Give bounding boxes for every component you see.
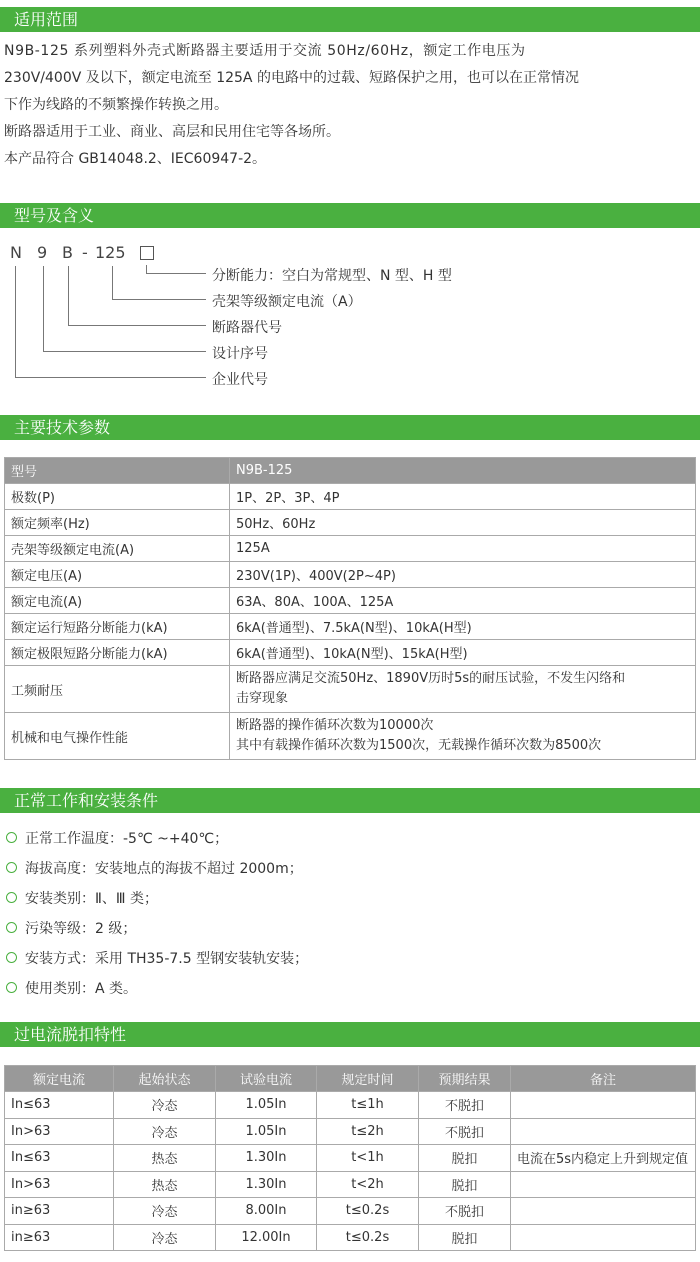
table-row (5, 614, 696, 640)
table-cell: 6kA(普通型)、10kA(N型)、15kA(H型) (230, 640, 696, 666)
table-cell: t≤1h (317, 1092, 419, 1119)
table-cell: 脱扣 (419, 1224, 511, 1251)
table-cell: 冷态 (114, 1118, 216, 1145)
table-header-cell: 型号 (5, 458, 230, 484)
table-row (5, 1171, 696, 1198)
list-item (6, 948, 308, 968)
table-row (5, 666, 696, 713)
model-code-char: 9 (37, 243, 48, 262)
table-cell: 冷态 (114, 1092, 216, 1119)
table-cell: t≤0.2s (317, 1224, 419, 1251)
table-row (5, 510, 696, 536)
table-row (5, 588, 696, 614)
table-row (5, 1145, 696, 1172)
table-cell: 8.00In (216, 1198, 317, 1225)
table-cell: In>63 (5, 1118, 114, 1145)
model-code-char: - (82, 243, 88, 262)
table-cell (511, 1118, 696, 1145)
list-item (6, 828, 228, 848)
list-item (6, 918, 136, 938)
table-cell: t<2h (317, 1171, 419, 1198)
table-cell: 12.00In (216, 1224, 317, 1251)
section-title: 过电流脱扣特性 (14, 1025, 127, 1044)
table-cell (511, 1224, 696, 1251)
connector-line (43, 266, 44, 351)
table-cell: 热态 (114, 1171, 216, 1198)
table-row (5, 1224, 696, 1251)
table-row (5, 713, 696, 760)
params-table (4, 457, 696, 760)
table-cell: in≥63 (5, 1198, 114, 1225)
scope-line: 230V/400V 及以下，额定电流至 125A 的电路中的过载、短路保护之用，也可以在正常情况 (4, 70, 579, 86)
circle-bullet-icon (6, 862, 17, 873)
table-row (5, 484, 696, 510)
table-header-cell: 规定时间 (317, 1066, 419, 1092)
table-cell: 50Hz、60Hz (230, 510, 696, 536)
table-cell: 壳架等级额定电流(A) (5, 536, 230, 562)
section-header-scope (0, 7, 700, 32)
connector-line (43, 351, 206, 352)
scope-line: 下作为线路的不频繁操作转换之用。 (4, 97, 228, 113)
table-cell: 脱扣 (419, 1145, 511, 1172)
list-item-text: 安装类别：Ⅱ、Ⅲ 类； (25, 891, 158, 907)
list-item-text: 正常工作温度：-5℃ ~+40℃； (25, 831, 229, 847)
model-code-char: N (10, 243, 22, 262)
list-item-text: 使用类别：A 类。 (25, 981, 138, 997)
table-header-cell: N9B-125 (230, 458, 696, 484)
table-cell: 极数(P) (5, 484, 230, 510)
table-cell: 热态 (114, 1145, 216, 1172)
table-cell: t<1h (317, 1145, 419, 1172)
table-header-cell: 试验电流 (216, 1066, 317, 1092)
model-meaning-item: 壳架等级额定电流（A） (212, 294, 362, 310)
table-cell: 额定极限短路分断能力(kA) (5, 640, 230, 666)
connector-line (68, 325, 206, 326)
table-cell: 不脱扣 (419, 1092, 511, 1119)
table-cell (230, 713, 696, 760)
list-item (6, 858, 303, 878)
table-cell (511, 1171, 696, 1198)
list-item (6, 888, 158, 908)
table-cell: In>63 (5, 1171, 114, 1198)
table-row (5, 536, 696, 562)
table-cell (511, 1198, 696, 1225)
table-cell: 冷态 (114, 1198, 216, 1225)
blank-box-icon (140, 246, 154, 260)
connector-line (15, 377, 206, 378)
list-item-text: 安装方式：采用 TH35-7.5 型钢安装轨安装； (25, 951, 309, 967)
table-row (5, 1118, 696, 1145)
table-cell: 125A (230, 536, 696, 562)
section-title: 适用范围 (14, 10, 79, 29)
connector-line (112, 266, 113, 299)
scope-line: 断路器适用于工业、商业、高层和民用住宅等各场所。 (4, 124, 340, 140)
cell-line: 其中有载操作循环次数为1500次，无载操作循环次数为8500次 (236, 738, 602, 753)
circle-bullet-icon (6, 922, 17, 933)
table-header-cell: 备注 (511, 1066, 696, 1092)
table-cell: 额定电流(A) (5, 588, 230, 614)
table-cell (230, 666, 696, 713)
scope-line: N9B-125 系列塑料外壳式断路器主要适用于交流 50Hz/60Hz，额定工作电压为 (4, 43, 526, 59)
circle-bullet-icon (6, 892, 17, 903)
connector-line (15, 266, 16, 377)
circle-bullet-icon (6, 952, 17, 963)
section-title: 主要技术参数 (14, 418, 111, 437)
scope-paragraph (4, 38, 696, 173)
model-code-char: B (62, 243, 73, 262)
model-meaning-item: 设计序号 (212, 346, 268, 362)
table-cell: 冷态 (114, 1224, 216, 1251)
table-cell: in≥63 (5, 1224, 114, 1251)
table-header-cell: 预期结果 (419, 1066, 511, 1092)
table-cell (511, 1092, 696, 1119)
model-meaning-item: 企业代号 (212, 372, 268, 388)
table-cell: 63A、80A、100A、125A (230, 588, 696, 614)
table-cell: 脱扣 (419, 1171, 511, 1198)
table-row (5, 562, 696, 588)
table-header-row (5, 458, 696, 484)
overcurrent-table (4, 1065, 696, 1251)
table-cell: 工频耐压 (5, 666, 230, 713)
table-header-cell: 额定电流 (5, 1066, 114, 1092)
table-cell: 1.05In (216, 1092, 317, 1119)
table-cell: In≤63 (5, 1092, 114, 1119)
table-cell: 230V(1P)、400V(2P~4P) (230, 562, 696, 588)
table-row (5, 1198, 696, 1225)
table-cell: 1.30In (216, 1145, 317, 1172)
table-cell: 电流在5s内稳定上升到规定值 (511, 1145, 696, 1172)
section-header-model (0, 203, 700, 228)
section-title: 正常工作和安装条件 (14, 791, 159, 810)
table-cell: 不脱扣 (419, 1118, 511, 1145)
table-cell: 1P、2P、3P、4P (230, 484, 696, 510)
list-item-text: 污染等级：2 级； (25, 921, 137, 937)
model-meaning-item: 断路器代号 (212, 320, 282, 336)
table-cell: In≤63 (5, 1145, 114, 1172)
table-header-row (5, 1066, 696, 1092)
connector-line (68, 266, 69, 325)
model-meaning-item: 分断能力：空白为常规型、N 型、H 型 (212, 268, 452, 284)
table-cell: t≤2h (317, 1118, 419, 1145)
table-cell: 1.05In (216, 1118, 317, 1145)
table-header-cell: 起始状态 (114, 1066, 216, 1092)
circle-bullet-icon (6, 832, 17, 843)
table-cell: 不脱扣 (419, 1198, 511, 1225)
cell-line: 断路器应满足交流50Hz、1890V历时5s的耐压试验，不发生闪络和 (236, 671, 626, 686)
circle-bullet-icon (6, 982, 17, 993)
model-code-char: 125 (95, 243, 126, 262)
list-item (6, 978, 137, 998)
section-title: 型号及含义 (14, 206, 95, 225)
connector-line (146, 273, 206, 274)
section-header-overcurrent (0, 1022, 700, 1047)
cell-line: 断路器的操作循环次数为10000次 (236, 718, 434, 733)
section-header-params (0, 415, 700, 440)
section-header-conditions (0, 788, 700, 813)
table-cell: 额定电压(A) (5, 562, 230, 588)
cell-line: 击穿现象 (236, 691, 289, 706)
table-row (5, 640, 696, 666)
table-cell: 额定运行短路分断能力(kA) (5, 614, 230, 640)
connector-line (112, 299, 206, 300)
list-item-text: 海拔高度：安装地点的海拔不超过 2000m； (25, 861, 303, 877)
connector-line (146, 265, 147, 273)
table-row (5, 1092, 696, 1119)
table-cell: 1.30In (216, 1171, 317, 1198)
table-cell: 额定频率(Hz) (5, 510, 230, 536)
table-cell: t≤0.2s (317, 1198, 419, 1225)
table-cell: 6kA(普通型)、7.5kA(N型)、10kA(H型) (230, 614, 696, 640)
table-cell: 机械和电气操作性能 (5, 713, 230, 760)
scope-line: 本产品符合 GB14048.2、IEC60947-2。 (4, 151, 267, 167)
